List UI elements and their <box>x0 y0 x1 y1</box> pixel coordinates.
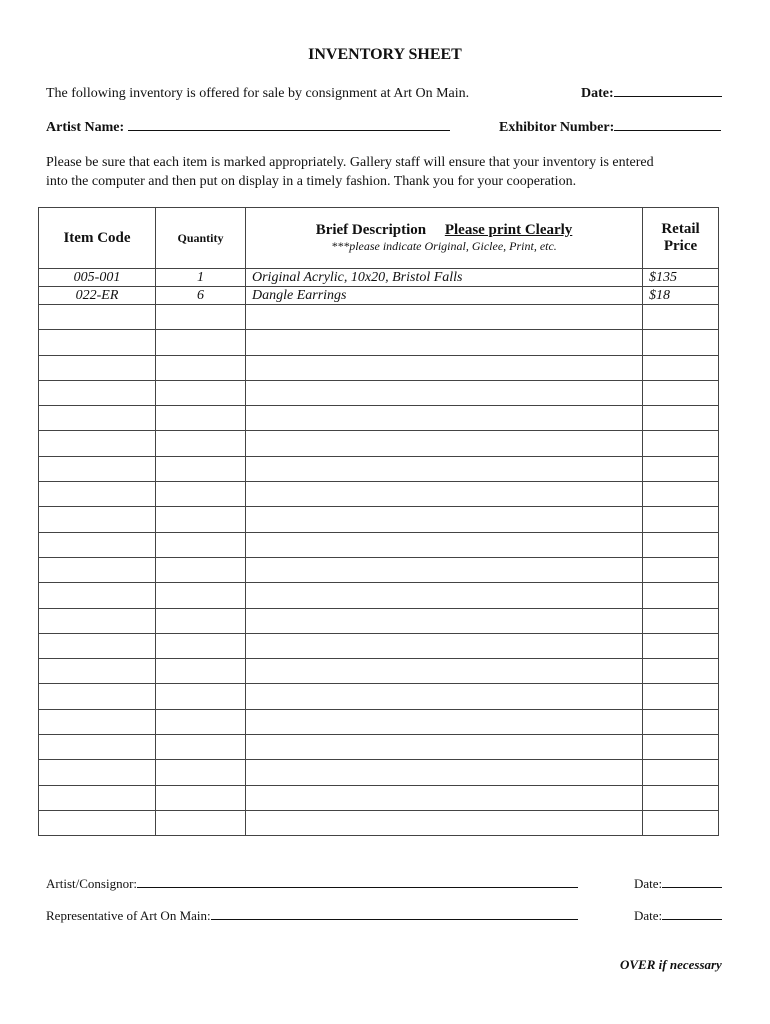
empty-table-row <box>39 709 719 734</box>
empty-table-row <box>39 633 719 658</box>
print-clearly-label: Please print Clearly <box>444 222 573 238</box>
description-cell[interactable] <box>246 330 643 355</box>
item-code-cell[interactable] <box>39 785 156 810</box>
description-cell[interactable] <box>246 532 643 557</box>
empty-table-row <box>39 557 719 582</box>
price-cell[interactable] <box>643 785 719 810</box>
date-label: Date: <box>634 876 663 891</box>
item-code-cell[interactable] <box>39 760 156 785</box>
retail-label: Retail <box>661 221 700 237</box>
price-cell[interactable] <box>643 482 719 507</box>
representative-label: Representative of Art On Main: <box>46 908 211 923</box>
quantity-cell[interactable] <box>156 557 246 582</box>
price-cell[interactable] <box>643 709 719 734</box>
quantity-cell[interactable] <box>156 785 246 810</box>
empty-table-row <box>39 406 719 431</box>
description-cell[interactable] <box>246 355 643 380</box>
artist-consignor-field[interactable] <box>46 876 578 892</box>
empty-table-row <box>39 735 719 760</box>
price-cell[interactable] <box>643 684 719 709</box>
exhibitor-number-field[interactable] <box>499 120 721 136</box>
empty-table-row <box>39 684 719 709</box>
quantity-cell[interactable] <box>156 330 246 355</box>
description-cell[interactable] <box>246 633 643 658</box>
description-cell[interactable] <box>246 380 643 405</box>
quantity-cell[interactable] <box>156 406 246 431</box>
quantity-cell[interactable] <box>156 735 246 760</box>
empty-table-row <box>39 482 719 507</box>
empty-table-row <box>39 305 719 330</box>
artist-name-label: Artist Name: <box>46 120 125 135</box>
quantity-cell[interactable] <box>156 583 246 608</box>
description-cell[interactable] <box>246 810 643 835</box>
date-label: Date: <box>581 86 614 101</box>
quantity-cell[interactable] <box>156 305 246 330</box>
price-cell[interactable] <box>643 305 719 330</box>
inventory-table <box>38 207 719 836</box>
description-cell[interactable] <box>246 482 643 507</box>
description-cell[interactable] <box>246 456 643 481</box>
intro-text: The following inventory is offered for sale by consignment at Art On Main. <box>46 86 470 101</box>
description-cell[interactable] <box>246 557 643 582</box>
description-cell[interactable] <box>246 305 643 330</box>
description-cell[interactable] <box>246 709 643 734</box>
header-description <box>246 208 643 269</box>
notice-line-2: into the computer and then put on display in a timely fashion. Thank you for your cooperation. <box>46 174 577 189</box>
empty-table-row <box>39 608 719 633</box>
price-cell[interactable] <box>643 760 719 785</box>
price-cell[interactable] <box>643 583 719 608</box>
price-cell[interactable] <box>643 380 719 405</box>
price-cell[interactable] <box>643 659 719 684</box>
price-cell[interactable] <box>643 406 719 431</box>
empty-table-row <box>39 810 719 835</box>
quantity-cell[interactable] <box>156 659 246 684</box>
quantity-cell[interactable]: 1 <box>156 269 246 287</box>
header-retail-price <box>643 208 719 269</box>
empty-table-row <box>39 456 719 481</box>
artist-consignor-label: Artist/Consignor: <box>46 876 138 891</box>
item-code-cell[interactable] <box>39 684 156 709</box>
description-cell[interactable]: Original Acrylic, 10x20, Bristol Falls <box>246 269 643 287</box>
table-row <box>39 269 719 287</box>
item-code-cell[interactable] <box>39 305 156 330</box>
quantity-cell[interactable] <box>156 380 246 405</box>
description-cell[interactable] <box>246 431 643 456</box>
item-code-cell[interactable] <box>39 709 156 734</box>
price-cell[interactable] <box>643 810 719 835</box>
description-cell[interactable] <box>246 684 643 709</box>
date-label: Date: <box>634 908 663 923</box>
empty-table-row <box>39 507 719 532</box>
quantity-cell[interactable] <box>156 456 246 481</box>
price-cell[interactable] <box>643 608 719 633</box>
quantity-cell[interactable] <box>156 684 246 709</box>
description-cell[interactable] <box>246 659 643 684</box>
representative-field[interactable] <box>46 908 578 924</box>
quantity-cell[interactable] <box>156 709 246 734</box>
description-cell[interactable] <box>246 406 643 431</box>
quantity-cell[interactable] <box>156 355 246 380</box>
item-code-cell[interactable] <box>39 633 156 658</box>
empty-table-row <box>39 380 719 405</box>
exhibitor-number-label: Exhibitor Number: <box>499 120 615 135</box>
item-code-cell[interactable] <box>39 431 156 456</box>
price-cell[interactable] <box>643 355 719 380</box>
over-note: OVER if necessary <box>620 957 722 972</box>
quantity-cell[interactable] <box>156 760 246 785</box>
empty-table-row <box>39 330 719 355</box>
price-cell[interactable]: $135 <box>643 269 719 287</box>
item-code-cell[interactable]: 022-ER <box>39 287 156 305</box>
price-cell[interactable] <box>643 330 719 355</box>
table-row <box>39 287 719 305</box>
item-code-cell[interactable] <box>39 532 156 557</box>
quantity-cell[interactable] <box>156 633 246 658</box>
quantity-cell[interactable] <box>156 507 246 532</box>
price-cell[interactable] <box>643 557 719 582</box>
table-header-row <box>39 208 719 269</box>
quantity-cell[interactable] <box>156 431 246 456</box>
notice-line-1: Please be sure that each item is marked appropriately. Gallery staff will ensure that your inventory is entered <box>46 155 654 170</box>
item-code-cell[interactable] <box>39 380 156 405</box>
representative-date-field[interactable] <box>634 908 722 924</box>
item-code-cell[interactable] <box>39 583 156 608</box>
page-title: INVENTORY SHEET <box>308 46 462 63</box>
item-code-cell[interactable] <box>39 482 156 507</box>
date-field[interactable] <box>581 86 722 102</box>
empty-table-row <box>39 760 719 785</box>
quantity-cell[interactable] <box>156 532 246 557</box>
price-label: Price <box>663 238 698 254</box>
item-code-cell[interactable] <box>39 330 156 355</box>
description-cell[interactable] <box>246 583 643 608</box>
price-cell[interactable] <box>643 735 719 760</box>
empty-table-row <box>39 355 719 380</box>
price-cell[interactable] <box>643 507 719 532</box>
item-code-cell[interactable] <box>39 735 156 760</box>
description-label: Brief Description <box>315 222 427 238</box>
description-note: ***please indicate Original, Giclee, Print, etc. <box>331 239 557 253</box>
item-code-cell[interactable] <box>39 608 156 633</box>
price-cell[interactable] <box>643 431 719 456</box>
empty-table-row <box>39 785 719 810</box>
item-code-cell[interactable] <box>39 507 156 532</box>
description-cell[interactable] <box>246 760 643 785</box>
empty-table-row <box>39 659 719 684</box>
price-cell[interactable] <box>643 456 719 481</box>
item-code-cell[interactable] <box>39 810 156 835</box>
empty-table-row <box>39 431 719 456</box>
quantity-cell[interactable] <box>156 810 246 835</box>
item-code-cell[interactable] <box>39 406 156 431</box>
header-item-code: Item Code <box>39 208 156 269</box>
description-cell[interactable]: Dangle Earrings <box>246 287 643 305</box>
quantity-cell[interactable] <box>156 608 246 633</box>
price-cell[interactable] <box>643 633 719 658</box>
description-cell[interactable] <box>246 608 643 633</box>
empty-table-row <box>39 532 719 557</box>
price-cell[interactable] <box>643 532 719 557</box>
item-code-cell[interactable] <box>39 456 156 481</box>
item-code-cell[interactable]: 005-001 <box>39 269 156 287</box>
header-quantity: Quantity <box>156 208 246 269</box>
artist-name-field[interactable] <box>46 120 450 136</box>
description-cell[interactable] <box>246 735 643 760</box>
description-cell[interactable] <box>246 785 643 810</box>
item-code-cell[interactable] <box>39 355 156 380</box>
quantity-cell[interactable]: 6 <box>156 287 246 305</box>
empty-table-row <box>39 583 719 608</box>
consignor-date-field[interactable] <box>634 876 722 892</box>
quantity-cell[interactable] <box>156 482 246 507</box>
item-code-cell[interactable] <box>39 659 156 684</box>
description-cell[interactable] <box>246 507 643 532</box>
price-cell[interactable]: $18 <box>643 287 719 305</box>
item-code-cell[interactable] <box>39 557 156 582</box>
